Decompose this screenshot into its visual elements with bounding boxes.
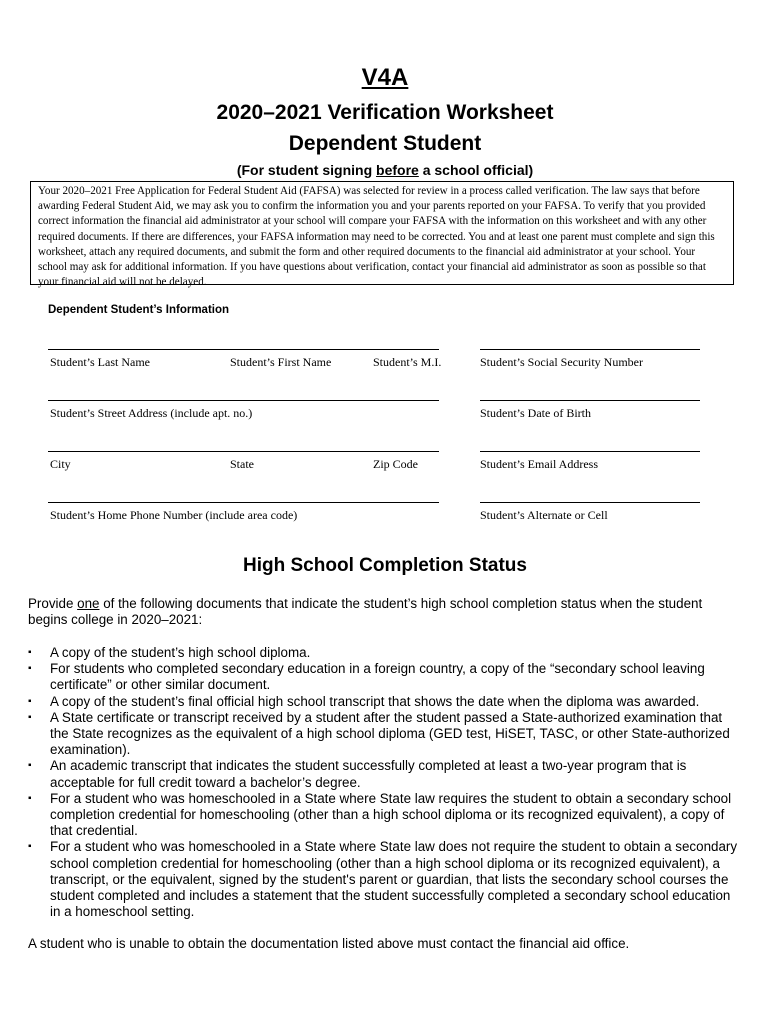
last-name-label: Student’s Last Name [50,355,150,369]
city-label: City [50,457,71,471]
street-address-label: Student’s Street Address (include apt. no.) [50,406,253,420]
closing-statement: A student who is unable to obtain the documentation listed above must contact the financial aid office. [28,936,630,951]
list-item: ▪ A copy of the student’s final official high school transcript that shows the date when the diploma was awarded. [28,693,700,709]
email-field-line[interactable] [480,451,700,452]
list-item: ▪ An academic transcript that indicates the student successfully completed at least a two-year program that is acceptable for full credit toward a bachelor’s degree. [28,758,687,790]
bullet-icon: ▪ [28,841,32,853]
bullet-icon: ▪ [28,695,32,707]
home-phone-label: Student’s Home Phone Number (include area code) [50,508,298,522]
bullet-icon: ▪ [28,647,32,658]
zip-label: Zip Code [373,457,418,471]
dob-field-line[interactable] [480,400,700,401]
form-code: V4A [361,64,409,91]
dob-label: Student’s Date of Birth [480,406,591,420]
list-item: ▪ For a student who was homeschooled in a State where State law does not require the student to obtain a secondary school completion credential for homeschooling (other than a high school diploma or its recognized equivalent), a transcript, or the equivalent, signed by the student's parent or guardian, that lists the secondary school courses the student completed and includes a statement that the student successfully completed a secondary school education in a homeschool setting. [28,839,738,920]
bullet-icon: ▪ [28,760,32,772]
bullet-icon: ▪ [28,711,32,723]
first-name-label: Student’s First Name [230,355,332,369]
list-item: ▪ For a student who was homeschooled in a State where State law requires the student to obtain a secondary school completion credential for homeschooling (other than a high school diploma or its recognized equivalent), a copy of that credential. [28,790,732,839]
hs-status-intro: Provide one of the following documents that indicate the student’s high school completion status when the student begins college in 2020–2021: [28,596,703,628]
city-state-zip-field-line[interactable] [48,451,439,452]
intro-emphasis: one [77,596,100,611]
subtitle-emphasis: before [376,162,419,178]
street-address-field-line[interactable] [48,400,439,401]
list-item: ▪ A State certificate or transcript received by a student after the student passed a State-authorized examination that the State recognizes as the equivalent of a high school diploma (GED test, HiSET, TASC, or other State-authorized examination). [28,709,730,758]
name-field-line[interactable] [48,349,439,350]
middle-initial-label: Student’s M.I. [373,355,442,369]
document-list [28,645,740,920]
list-item: ▪ For students who completed secondary education in a foreign country, a copy of the “secondary school leaving certificate” or other similar document. [28,661,705,693]
bullet-icon: ▪ [28,663,32,675]
form-title: 2020–2021 Verification Worksheet [216,101,554,124]
email-label: Student’s Email Address [480,457,598,471]
hs-status-heading: High School Completion Status [243,555,527,576]
student-info-heading: Dependent Student’s Information [48,304,230,316]
ssn-label: Student’s Social Security Number [480,355,643,369]
ssn-field-line[interactable] [480,349,700,350]
alt-phone-field-line[interactable] [480,502,700,503]
alt-phone-label: Student’s Alternate or Cell [480,508,608,522]
form-subject: Dependent Student [288,132,482,155]
form-subtitle: (For student signing before a school official) [236,162,534,178]
verification-notice: Your 2020–2021 Free Application for Federal Student Aid (FAFSA) was selected for review in a process called verification. The law says that before awarding Federal Student Aid, we may ask you to confirm the information you and your parents reported on your FAFSA. To verify that you provided correct information the financial aid administrator at your school will compare your FAFSA with the information on this worksheet and with any other required documents. If there are differences, your FAFSA information may need to be corrected. You and at least one parent must complete and sign this worksheet, attach any required documents, and submit the form and other required documents to the financial aid administrator at your school. Your school may ask for additional information. If you have questions about verification, contact your financial aid administrator as soon as possible so that your financial aid will not be delayed. [30,181,734,285]
state-label: State [230,457,254,471]
home-phone-field-line[interactable] [48,502,439,503]
list-item: ▪ A copy of the student’s high school diploma. [28,645,311,660]
bullet-icon: ▪ [28,792,32,804]
